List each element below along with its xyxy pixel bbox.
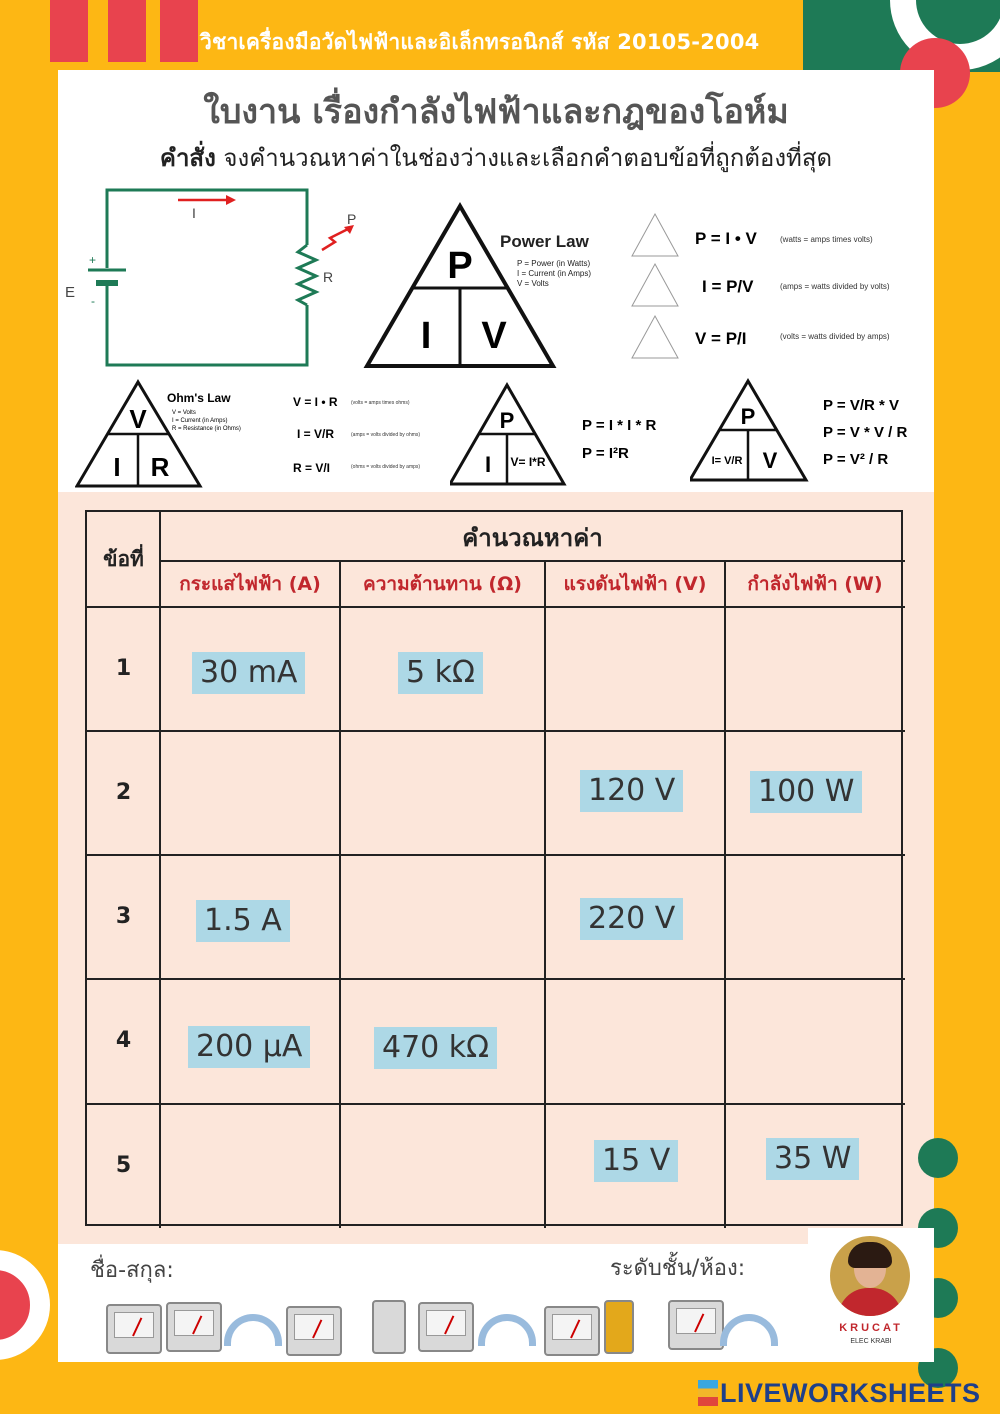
formula: R = V/I: [293, 461, 331, 475]
row-number: 1: [115, 655, 132, 681]
power-arrow: [322, 228, 350, 250]
formula: P = I²R: [582, 445, 629, 462]
formula-note: (amps = volts divided by ohms): [351, 432, 421, 438]
ohms-triangle-v: V: [129, 404, 147, 434]
formula: P = V/R * V: [823, 397, 900, 414]
brand-sub: ELEC KRABI: [850, 1338, 892, 1345]
power-ir-diagram: [450, 382, 680, 488]
decor-bottom-left-circle: [0, 1250, 50, 1360]
label-minus: -: [91, 294, 95, 308]
ohms-law-legend: R = Resistance (in Ohms): [172, 426, 241, 432]
worksheet-title: ใบงาน เรื่องกำลังไฟฟ้าและกฎของโอห์ม: [203, 92, 789, 132]
label-power: P: [347, 211, 357, 227]
liveworksheets-text: LIVEWORKSHEETS: [720, 1378, 981, 1408]
formula-note: (volts = amps times ohms): [351, 400, 410, 406]
formula: P = V * V / R: [823, 424, 908, 441]
table-divider: [87, 730, 905, 732]
answer-current-3[interactable]: 1.5 A: [196, 900, 290, 942]
table-divider: [87, 978, 905, 980]
row-number: 2: [115, 779, 132, 805]
circuit-diagram: [60, 180, 370, 375]
decor-stripe: [160, 0, 198, 62]
ohms-law-diagram: [75, 378, 450, 490]
label-source: E: [65, 284, 76, 301]
formula: P = I • V: [695, 229, 757, 248]
ohms-law-legend: I = Current (in Amps): [172, 418, 228, 424]
power-vr-diagram: [690, 378, 930, 488]
decor-stripe: [50, 0, 88, 62]
decor-dot: [918, 1138, 958, 1178]
answer-power-2[interactable]: 100 W: [750, 771, 862, 813]
meter-icon: [166, 1302, 222, 1352]
power-law-legend: P = Power (in Watts): [517, 259, 591, 268]
decor-stripe: [108, 0, 146, 62]
table-divider: [544, 560, 546, 1228]
answer-voltage-3[interactable]: 220 V: [580, 898, 683, 940]
formula: P = V² / R: [823, 451, 889, 468]
answer-power-5[interactable]: 35 W: [766, 1138, 859, 1180]
power-triangle-p: P: [447, 245, 473, 287]
answer-voltage-5[interactable]: 15 V: [594, 1140, 678, 1182]
instrument-illustrations: [100, 1298, 800, 1360]
formula-note: (watts = amps times volts): [780, 235, 873, 244]
formula: V = P/I: [695, 329, 747, 348]
instruction: [58, 138, 934, 177]
subject-title: วิชาเครื่องมือวัดไฟฟ้าและอิเล็กทรอนิกส์ รหัส 20105-2004: [200, 30, 760, 54]
gauge-icon: [224, 1314, 282, 1346]
meter-icon: [544, 1306, 600, 1356]
table-divider: [87, 854, 905, 856]
label-plus: +: [89, 253, 97, 267]
power-vr-p: P: [740, 404, 756, 429]
header-item-no: ข้อที่: [103, 546, 144, 571]
avatar: [830, 1236, 910, 1316]
formula-note: (ohms = volts divided by amps): [351, 464, 421, 470]
answer-voltage-2[interactable]: 120 V: [580, 770, 683, 812]
ohms-triangle-i: I: [113, 452, 121, 482]
liveworksheets-logo[interactable]: [698, 1378, 981, 1409]
meter-icon: [668, 1300, 724, 1350]
multimeter-icon: [604, 1300, 634, 1354]
formula: V = I • R: [293, 395, 338, 409]
answer-resistance-4[interactable]: 470 kΩ: [374, 1027, 497, 1069]
power-triangle-v: V: [481, 315, 507, 357]
row-number: 5: [115, 1152, 132, 1178]
power-law-diagram: [360, 200, 620, 372]
formula: P = I * I * R: [582, 417, 657, 434]
table-divider: [87, 1103, 905, 1105]
power-law-formulas: [630, 212, 930, 362]
table-divider: [87, 606, 905, 608]
answer-current-4[interactable]: 200 μA: [188, 1026, 310, 1068]
mini-triangle: [632, 264, 678, 306]
meter-icon: [286, 1306, 342, 1356]
instruction-label: คำสั่ง: [159, 144, 216, 172]
instruction-text: จงคำนวณหาค่าในช่องว่างและเลือกคำตอบข้อที่ถูกต้องที่สุด: [215, 144, 833, 172]
liveworksheets-icon: [698, 1380, 718, 1406]
current-arrowhead: [226, 195, 236, 205]
brand-name: KRUCAT: [839, 1322, 903, 1334]
teacher-badge: [808, 1228, 934, 1362]
gauge-icon: [720, 1314, 778, 1346]
power-law-title: Power Law: [500, 232, 589, 251]
ohms-law-legend: V = Volts: [172, 410, 196, 416]
circuit-wire: [107, 190, 307, 365]
label-resistor: R: [323, 269, 334, 285]
meter-icon: [106, 1304, 162, 1354]
ohms-law-title: Ohm's Law: [167, 391, 231, 405]
mini-triangle: [632, 316, 678, 358]
power-ir-p: P: [499, 408, 515, 433]
mini-triangle: [632, 214, 678, 256]
name-label: ชื่อ-สกุล:: [90, 1258, 174, 1283]
power-vr-i: I= V/R: [711, 455, 743, 467]
header-voltage: แรงดันไฟฟ้า (V): [563, 573, 707, 595]
gauge-icon: [478, 1314, 536, 1346]
multimeter-icon: [372, 1300, 406, 1354]
label-current: I: [192, 205, 196, 221]
answer-current-1[interactable]: 30 mA: [192, 652, 305, 694]
row-number: 3: [115, 903, 132, 929]
ohms-triangle-r: R: [150, 452, 170, 482]
formula: I = P/V: [702, 277, 754, 296]
table-divider: [339, 560, 341, 1228]
formula-note: (amps = watts divided by volts): [780, 282, 890, 291]
power-law-legend: V = Volts: [517, 279, 549, 288]
meter-icon: [418, 1302, 474, 1352]
class-label: ระดับชั้น/ห้อง:: [610, 1256, 746, 1281]
answer-table: [85, 510, 903, 1226]
power-vr-v: V: [762, 448, 778, 473]
header-calculate: คำนวณหาค่า: [462, 524, 603, 552]
power-ir-i: I: [484, 452, 492, 477]
row-number: 4: [115, 1027, 132, 1053]
power-ir-right: V= I*R: [510, 455, 546, 469]
table-divider: [724, 560, 726, 1228]
formula: I = V/R: [297, 427, 335, 441]
header-resistance: ความต้านทาน (Ω): [363, 573, 522, 595]
header-current: กระแสไฟฟ้า (A): [179, 573, 321, 595]
power-triangle-i: I: [420, 315, 432, 357]
formula-note: (volts = watts divided by amps): [780, 332, 890, 341]
header-power: กำลังไฟฟ้า (W): [747, 573, 883, 595]
answer-resistance-1[interactable]: 5 kΩ: [398, 652, 483, 694]
power-law-legend: I = Current (in Amps): [517, 269, 592, 278]
